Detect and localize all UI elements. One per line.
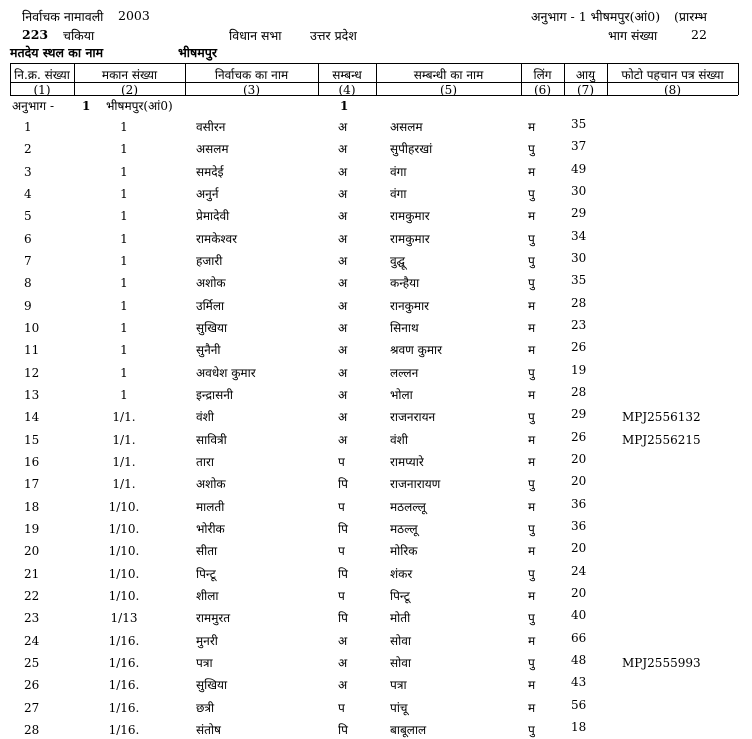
cell-photo-id: MPJ2556132 [622,410,701,425]
col-number: (8) [664,83,681,97]
section-label: अनुभाग - 1 भीषमपुर(आं0) [531,9,661,24]
cell-age: 24 [571,563,587,578]
cell-serial: 25 [24,655,40,670]
cell-voter-name: संतोष [196,722,221,737]
cell-relation: प [338,588,345,603]
constituency-name: चकिया [63,28,95,43]
table-top-rule [10,63,738,64]
cell-age: 35 [571,117,587,131]
cell-relative-name: मोती [390,611,411,626]
col-number: (1) [33,83,51,97]
cell-house: 1 [120,120,128,134]
cell-house: 1/10. [108,521,140,536]
cell-relation: अ [338,321,348,335]
cell-serial: 3 [24,164,32,179]
cell-relative-name: असलम [390,120,423,134]
cell-house: 1 [120,365,128,380]
col-header-house: मकान संख्या [101,68,158,82]
cell-age: 20 [571,585,587,600]
cell-relation: अ [338,142,348,157]
cell-serial: 12 [24,365,40,380]
cell-relation: प [338,454,345,469]
section-row-rel: 1 [340,99,349,113]
cell-age: 49 [571,161,587,176]
cell-relation: अ [338,187,348,201]
cell-house: 1 [120,142,128,157]
cell-voter-name: वंशी [196,410,214,425]
cell-relation: अ [338,432,348,447]
cell-relation: अ [338,343,348,358]
cell-age: 29 [571,407,587,422]
cell-relative-name: शंकर [390,566,413,581]
cell-relative-name: पत्रा [390,678,407,693]
cell-house: 1/16. [108,700,140,715]
cell-serial: 21 [24,566,40,581]
assembly-label: विधान सभा [229,28,282,43]
cell-voter-name: पत्रा [196,655,213,670]
cell-age: 19 [571,362,587,377]
cell-relation: अ [338,655,348,670]
col-header-age: आयु [575,68,596,82]
cell-voter-name: मालती [196,499,225,514]
col-header-relative-name: सम्बन्धी का नाम [413,68,484,82]
cell-serial: 17 [24,477,40,492]
cell-voter-name: सुनैनी [196,343,221,358]
cell-house: 1 [120,254,128,268]
cell-voter-name: असलम [196,142,229,157]
cell-gender: पु [528,254,535,268]
cell-gender: म [528,298,536,313]
cell-voter-name: पिन्टू [196,566,216,581]
cell-relation: अ [338,410,348,425]
cell-gender: म [528,321,536,335]
cell-gender: म [528,432,536,447]
cell-serial: 19 [24,521,40,536]
cell-house: 1 [120,388,128,402]
cell-age: 48 [571,652,587,667]
cell-house: 1/16. [108,655,140,670]
cell-voter-name: उर्मिला [196,298,225,313]
cell-age: 34 [571,228,587,243]
cell-gender: म [528,678,536,693]
cell-voter-name: अनुर्न [196,187,219,201]
cell-voter-name: अवधेश कुमार [196,365,256,380]
col-header-relation: सम्बन्ध [332,68,362,82]
cell-relative-name: मठल्लू [390,521,418,536]
cell-serial: 14 [24,410,40,425]
cell-gender: पु [528,142,535,157]
cell-relative-name: सुपीहरखां [390,142,433,157]
cell-relation: पि [338,521,348,536]
cell-relative-name: रामकुमार [390,231,430,246]
section-row-name: भीषमपुर(आं0) [106,99,173,113]
cell-relative-name: श्रवण कुमार [390,343,443,358]
cell-house: 1 [120,321,128,335]
cell-relative-name: रानकुमार [390,298,430,313]
cell-relation: अ [338,164,348,179]
col-header-photo-id: फोटो पहचान पत्र संख्या [621,68,724,82]
cell-voter-name: रामकेश्वर [196,231,238,246]
cell-gender: म [528,388,536,402]
cell-house: 1/16. [108,678,140,693]
cell-serial: 6 [24,231,32,246]
cell-voter-name: मुनरी [196,633,218,648]
col-header-gender: लिंग [533,68,552,82]
cell-serial: 16 [24,454,40,469]
cell-age: 66 [571,630,587,645]
cell-serial: 8 [24,276,32,291]
cell-relation: अ [338,254,348,268]
cell-gender: पु [528,566,535,581]
cell-age: 36 [571,518,587,533]
cell-house: 1/13 [110,611,138,626]
cell-house: 1/16. [108,722,140,737]
col-divider [738,63,739,95]
cell-house: 1 [120,276,128,291]
cell-relation: अ [338,209,348,224]
cell-gender: पु [528,276,535,291]
start-label: (प्रारम्भ [674,9,707,24]
cell-gender: पु [528,521,535,536]
cell-house: 1/10. [108,499,140,514]
cell-gender: पु [528,611,535,626]
col-header-serial: नि.क्र. संख्या [14,68,70,82]
part-no: 22 [691,27,707,42]
cell-voter-name: समदेई [196,164,224,179]
cell-house: 1 [120,343,128,358]
cell-relation: अ [338,298,348,313]
cell-photo-id: MPJ2556215 [622,432,701,447]
cell-relation: अ [338,120,348,134]
cell-age: 35 [571,273,587,288]
cell-house: 1/10. [108,588,140,603]
cell-relation: अ [338,388,348,402]
cell-relative-name: वंशी [390,432,408,447]
cell-voter-name: राममुरत [196,611,231,626]
cell-age: 36 [571,496,587,511]
cell-relative-name: वुद्घू [390,254,405,268]
cell-relative-name: रामकुमार [390,209,430,224]
year: 2003 [118,8,150,23]
cell-house: 1 [120,298,128,313]
cell-serial: 28 [24,722,40,737]
cell-serial: 27 [24,700,40,715]
cell-serial: 13 [24,388,40,402]
state-name: उत्तर प्रदेश [310,28,357,43]
cell-gender: म [528,588,536,603]
cell-house: 1 [120,187,128,201]
cell-serial: 15 [24,432,40,447]
cell-voter-name: सुखिया [196,678,228,693]
col-number: (3) [243,83,260,97]
cell-serial: 7 [24,254,32,268]
cell-age: 20 [571,541,587,556]
cell-age: 18 [571,719,587,734]
cell-serial: 24 [24,633,40,648]
cell-gender: म [528,209,536,224]
cell-serial: 11 [24,343,40,358]
cell-house: 1/10. [108,566,140,581]
constituency-no: 223 [22,27,49,42]
cell-relative-name: राजनारायण [390,477,441,492]
cell-voter-name: सुखिया [196,321,228,335]
section-row-no: 1 [82,99,91,113]
cell-serial: 20 [24,544,40,559]
cell-gender: म [528,544,536,559]
cell-gender: पु [528,410,535,425]
cell-serial: 22 [24,588,40,603]
cell-relation: पि [338,611,348,626]
col-header-name: निर्वाचक का नाम [214,68,289,82]
col-number: (6) [534,83,551,97]
cell-voter-name: प्रेमादेवी [196,209,230,224]
cell-relative-name: राजनरायन [390,410,436,425]
cell-serial: 4 [24,187,32,201]
cell-relative-name: सोवा [390,655,412,670]
cell-age: 56 [571,697,587,712]
cell-relation: अ [338,276,348,291]
cell-house: 1 [120,209,128,224]
cell-serial: 26 [24,678,40,693]
cell-relation: अ [338,365,348,380]
cell-relative-name: पांचू [390,700,408,715]
cell-age: 20 [571,451,587,466]
cell-gender: म [528,700,536,715]
cell-gender: म [528,343,536,358]
cell-gender: पु [528,477,535,492]
cell-relative-name: सोवा [390,633,412,648]
cell-relation: प [338,499,345,514]
cell-gender: म [528,120,536,134]
cell-relation: प [338,544,345,559]
col-number: (4) [338,83,356,97]
cell-voter-name: भोरीक [196,521,225,536]
cell-voter-name: तारा [196,454,214,469]
cell-serial: 2 [24,142,32,157]
list-title: निर्वाचक नामावली [22,9,104,24]
cell-relative-name: वंगा [390,187,407,201]
polling-label: मतदेय स्थल का नाम [10,45,104,60]
cell-house: 1 [120,231,128,246]
cell-age: 43 [571,675,587,690]
cell-age: 40 [571,608,587,623]
cell-relation: पि [338,566,348,581]
cell-gender: म [528,164,536,179]
cell-photo-id: MPJ2555993 [622,655,701,670]
part-label: भाग संख्या [608,28,658,43]
cell-relation: अ [338,633,348,648]
cell-relative-name: भोला [390,388,413,402]
cell-relation: पि [338,477,348,492]
cell-voter-name: हजारी [196,254,223,268]
cell-relation: पि [338,722,348,737]
cell-gender: म [528,454,536,469]
cell-relative-name: लल्लन [390,365,419,380]
cell-relative-name: सिनाथ [390,321,419,335]
cell-house: 1/16. [108,633,140,648]
cell-voter-name: अशोक [196,276,226,291]
cell-age: 28 [571,385,587,399]
section-row-label: अनुभाग - [12,99,54,113]
cell-gender: म [528,633,536,648]
col-number: (7) [577,83,594,97]
cell-house: 1/10. [108,544,140,559]
cell-gender: पु [528,655,535,670]
cell-house: 1/1. [112,454,136,469]
cell-voter-name: इन्द्रासनी [196,388,233,402]
cell-serial: 5 [24,209,32,224]
polling-name: भीषमपुर [178,45,217,60]
cell-age: 30 [571,251,587,265]
cell-gender: पु [528,231,535,246]
cell-relative-name: बाबूलाल [390,722,427,737]
cell-house: 1/1. [112,477,136,492]
cell-voter-name: सावित्री [196,432,227,447]
cell-relation: अ [338,678,348,693]
cell-voter-name: सीता [196,544,218,559]
cell-relative-name: मठलल्लू [390,499,426,514]
cell-age: 23 [571,318,587,332]
cell-relative-name: कन्हैया [390,276,420,291]
cell-relative-name: रामप्यारे [390,454,424,469]
cell-gender: पु [528,365,535,380]
cell-serial: 9 [24,298,32,313]
cell-serial: 10 [24,321,40,335]
cell-voter-name: वसीरन [196,120,226,134]
cell-gender: पु [528,722,535,737]
cell-voter-name: अशोक [196,477,226,492]
cell-relative-name: मोरिक [390,544,418,559]
cell-house: 1/1. [112,432,136,447]
cell-gender: म [528,499,536,514]
cell-voter-name: छत्री [196,700,215,715]
cell-age: 30 [571,184,587,198]
cell-house: 1 [120,164,128,179]
cell-relation: अ [338,231,348,246]
cell-relative-name: पिन्टू [390,588,410,603]
cell-serial: 1 [24,120,32,134]
cell-voter-name: शीला [196,588,219,603]
cell-relative-name: वंगा [390,164,407,179]
cell-serial: 18 [24,499,40,514]
cell-age: 20 [571,474,587,489]
cell-gender: पु [528,187,535,201]
cell-relation: प [338,700,345,715]
cell-age: 26 [571,340,587,355]
cell-age: 26 [571,429,587,444]
cell-age: 28 [571,295,587,310]
col-number: (5) [440,83,457,97]
cell-house: 1/1. [112,410,136,425]
cell-age: 29 [571,206,587,221]
col-number: (2) [121,83,138,97]
cell-serial: 23 [24,611,40,626]
cell-age: 37 [571,139,587,154]
